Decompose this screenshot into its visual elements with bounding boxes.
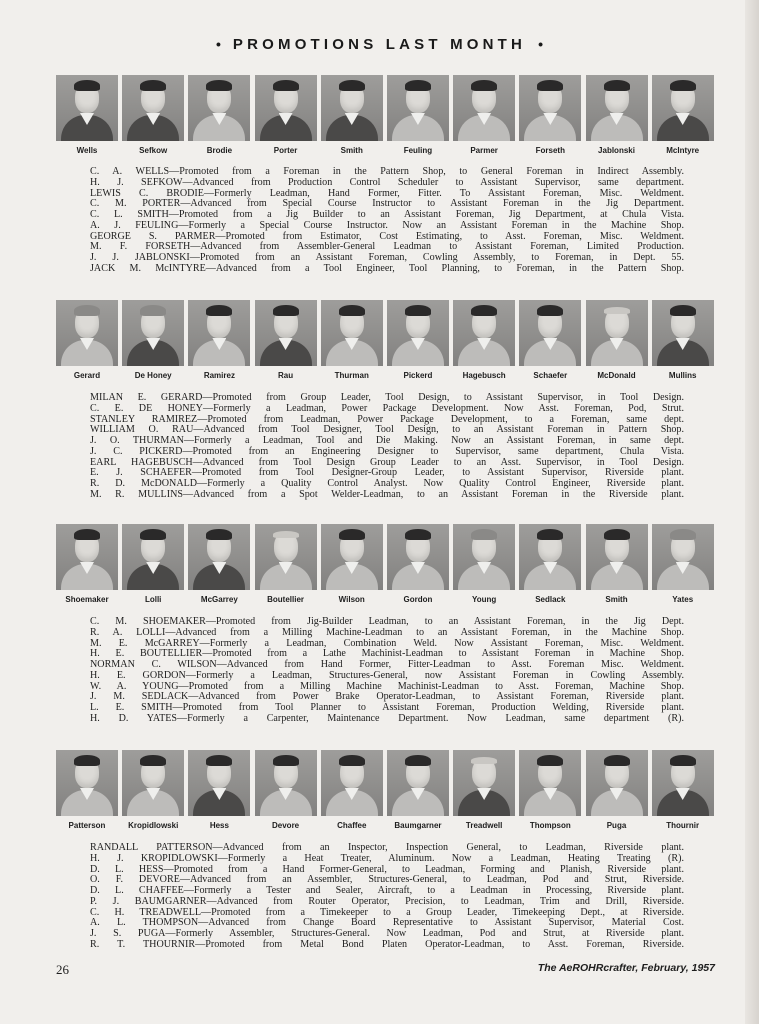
portrait-photo-chaffee (321, 750, 383, 816)
portrait-caption: Wilson (338, 595, 365, 604)
portrait-name-row (56, 595, 718, 609)
promotion-entry: GEORGE S. PARMER—Promoted from Estimator, Cost Estimating, to Asst. Foreman, Misc. Weldment. (90, 230, 684, 242)
promotion-text-block-3 (90, 617, 684, 725)
portrait-photo-shoemaker (56, 524, 118, 590)
portrait-caption: McIntyre (666, 146, 700, 155)
portrait-caption: Gordon (403, 595, 433, 604)
portrait-caption: Hagebusch (462, 371, 506, 380)
portrait-photo-thournir (652, 750, 714, 816)
portrait-caption: Yates (672, 595, 694, 604)
promotion-entry: D. L. CHAFFEE—Formerly a Tester and Sealer, Aircraft, to a Leadman in Processing, Riverside plant. (90, 885, 684, 896)
promotion-entry: MILAN E. GERARD—Promoted from Group Leader, Tool Design, to Assistant Supervisor, in Tool Design. (90, 392, 684, 403)
promotion-entry: A. L. THOMPSON—Advanced from Change Board Representative to Assistant Supervisor, Material Cost. (90, 917, 684, 929)
promotion-entry: R. A. LOLLI—Advanced from a Milling Machine-Leadman to an Assistant Foreman, in the Machine Shop. (90, 626, 684, 638)
portrait-caption: Shoemaker (65, 595, 109, 604)
portrait-photo-feuling (387, 75, 449, 141)
promotion-entry: M. R. MULLINS—Advanced from a Spot Welder-Leadman, to an Assistant Foreman in the Riverside plant. (90, 488, 684, 500)
promotion-entry: C. M. PORTER—Advanced from Special Course Instructor to Assistant Foreman in the Jig Department. (90, 198, 684, 210)
portrait-photo-mcgarrey (188, 524, 250, 590)
portrait-photo-gerard (56, 300, 118, 366)
portrait-caption: Parmer (470, 146, 498, 155)
portrait-photo-pickerd (387, 300, 449, 366)
promotion-entry: L. E. SMITH—Promoted from Tool Planner to Assistant Foreman, Production Welding, Riverside plant. (90, 702, 684, 713)
portrait-caption: Jablonski (598, 146, 635, 155)
promotion-entry: J. C. PICKERD—Promoted from an Engineering Designer to Supervisor, same department, Chula Vista. (90, 445, 684, 457)
portrait-photo-young (453, 524, 515, 590)
promotion-entry: EARL HAGEBUSCH—Advanced from Tool Design Group Leader to an Asst. Supervisor, in Tool Design. (90, 456, 684, 468)
portrait-name-row (56, 821, 718, 835)
portrait-caption: Baumgarner (394, 821, 442, 830)
portrait-caption: Chaffee (337, 821, 367, 830)
promotion-entry: C. E. DE HONEY—Formerly a Leadman, Power Package Development. Now Asst. Foreman, Pod, Strut. (90, 402, 684, 414)
promotion-entry: O. F. DEVORE—Advanced from an Assembler, Structures-General, to Leadman, Pod and Strut, Riverside. (90, 874, 684, 886)
portrait-caption: Sedlack (535, 595, 566, 604)
portrait-caption: Rau (278, 371, 294, 380)
portrait-caption: McDonald (597, 371, 636, 380)
portrait-photo-ramirez (188, 300, 250, 366)
promotion-entry: C. H. TREADWELL—Promoted from a Timekeeper to a Group Leader, Timekeeping Dept., at Riverside. (90, 906, 684, 918)
promotion-entry: J. S. PUGA—Formerly Assembler, Structures-General. Now Leadman, Pod and Strut, at Riverside plant. (90, 928, 684, 939)
portrait-photo-devore (255, 750, 317, 816)
portrait-name-row (56, 146, 718, 160)
portrait-row (56, 75, 718, 141)
portrait-caption: Ramirez (203, 371, 235, 380)
portrait-caption: Feuling (403, 146, 433, 155)
promotion-entry: JACK M. McINTYRE—Advanced from a Tool Engineer, Tool Planning, to Foreman, in the Pattern Shop. (90, 262, 684, 274)
portrait-caption: McGarrey (200, 595, 238, 604)
portrait-photo-wilson (321, 524, 383, 590)
portrait-caption: Schaefer (533, 371, 568, 380)
promotion-entry: C. A. WELLS—Promoted from a Foreman in the Pattern Shop, to General Foreman in Indirect Assembly. (90, 166, 684, 177)
portrait-photo-lolli (122, 524, 184, 590)
portrait-caption: Thompson (529, 821, 571, 830)
promotion-entry: P. J. BAUMGARNER—Advanced from Router Operator, Precision, to Leadman, Trim and Drill, Riverside. (90, 895, 684, 907)
portrait-caption: Thournir (666, 821, 700, 830)
portrait-photo-treadwell (453, 750, 515, 816)
portrait-caption: Lolli (144, 595, 162, 604)
promotion-entry: J. O. THURMAN—Formerly a Leadman, Tool and Die Making. Now an Assistant Foreman, in same dept. (90, 435, 684, 446)
promotion-entry: LEWIS C. BRODIE—Formerly Leadman, Hand Former, Fitter. To Assistant Foreman, Misc. Weldment. (90, 187, 684, 199)
promotion-text-block-2 (90, 393, 684, 501)
portrait-caption: Smith (605, 595, 628, 604)
promotion-entry: W. A. YOUNG—Promoted from a Milling Machine Machinist-Leadman to Asst. Foreman, Machine Shop. (90, 680, 684, 692)
portrait-row (56, 524, 718, 590)
portrait-photo-wells (56, 75, 118, 141)
portrait-photo-kropidlowski (122, 750, 184, 816)
portrait-photo-thompson (519, 750, 581, 816)
portrait-photo-thurman (321, 300, 383, 366)
portrait-photo-jablonski (586, 75, 648, 141)
page-number: 26 (56, 962, 69, 977)
portrait-caption: Sefkow (139, 146, 168, 155)
portrait-photo-mcdonald (586, 300, 648, 366)
portrait-photo-forseth (519, 75, 581, 141)
promotion-entry: E. J. SCHAEFER—Promoted from Tool Designer-Group Leader, to Assistant Supervisor, Riverside plant. (90, 467, 684, 479)
portrait-photo-smith-le (586, 524, 648, 590)
publication-footer: The AeROHRcrafter, February, 1957 (537, 962, 715, 974)
portrait-caption: Pickerd (403, 371, 433, 380)
promotion-text-block-1 (90, 167, 684, 275)
portrait-caption: Thurman (334, 371, 369, 380)
portrait-caption: Puga (606, 821, 627, 830)
promotion-group-1 (56, 75, 718, 160)
title-text: PROMOTIONS LAST MONTH (232, 36, 527, 53)
portrait-photo-de-honey (122, 300, 184, 366)
portrait-caption: Porter (273, 146, 298, 155)
portrait-photo-sedlack (519, 524, 581, 590)
portrait-photo-mcintyre (652, 75, 714, 141)
promotion-entry: C. L. SMITH—Promoted from a Jig Builder to an Assistant Foreman, Jig Department, at Chula Vista. (90, 209, 684, 220)
portrait-caption: Devore (272, 821, 300, 830)
portrait-photo-hagebusch (453, 300, 515, 366)
portrait-caption: Boutellier (267, 595, 305, 604)
portrait-photo-mullins (652, 300, 714, 366)
portrait-caption: Mullins (668, 371, 697, 380)
portrait-caption: Gerard (73, 371, 101, 380)
promotion-entry: H. D. YATES—Formerly a Carpenter, Maintenance Department. Now Leadman, same department (R). (90, 712, 684, 724)
portrait-photo-boutellier (255, 524, 317, 590)
portrait-photo-baumgarner (387, 750, 449, 816)
promotion-entry: RANDALL PATTERSON—Advanced from an Inspector, Inspection General, to Leadman, Riverside plant. (90, 842, 684, 853)
portrait-photo-hess (188, 750, 250, 816)
portrait-caption: Kropidlowski (128, 821, 179, 830)
portrait-caption: Treadwell (465, 821, 503, 830)
title-bullet-left: • (215, 36, 221, 52)
portrait-caption: Smith (340, 146, 363, 155)
promotion-entry: H. J. KROPIDLOWSKI—Formerly a Heat Treater, Aluminum. Now a Leadman, Heating Treating (R). (90, 852, 684, 864)
promotion-entry: J. M. SEDLACK—Advanced from Power Brake Operator-Leadman, to Assistant Foreman, Riverside plant. (90, 691, 684, 703)
portrait-photo-schaefer (519, 300, 581, 366)
portrait-photo-brodie (188, 75, 250, 141)
portrait-caption: Hess (209, 821, 229, 830)
promotion-entry: NORMAN C. WILSON—Advanced from Hand Former, Fitter-Leadman to Asst. Foreman Misc. Weldment. (90, 659, 684, 670)
portrait-photo-yates (652, 524, 714, 590)
portrait-name-row (56, 371, 718, 385)
portrait-caption: Young (471, 595, 497, 604)
promotion-entry: J. J. JABLONSKI—Promoted from an Assistant Foreman, Cowling Assembly, to Foreman, in Dept. 55. (90, 252, 684, 263)
title-bullet-right: • (538, 36, 543, 52)
portrait-row (56, 300, 718, 366)
promotion-entry: D. L. HESS—Promoted from a Hand Former-General, to Leadman, Forming and Planish, Riverside plant. (90, 863, 684, 875)
portrait-caption: De Honey (134, 371, 172, 380)
promotion-entry: R. D. McDONALD—Formerly a Quality Control Analyst. Now Quality Control Engineer, Riverside plant. (90, 478, 684, 489)
portrait-photo-smith (321, 75, 383, 141)
portrait-photo-porter (255, 75, 317, 141)
promotion-group-4 (56, 750, 718, 835)
portrait-caption: Brodie (206, 146, 233, 155)
portrait-photo-rau (255, 300, 317, 366)
portrait-photo-puga (586, 750, 648, 816)
promotion-entry: R. T. THOURNIR—Promoted from Metal Bond Platen Operator-Leadman, to Asst. Foreman, Riverside. (90, 938, 684, 950)
portrait-photo-sefkow (122, 75, 184, 141)
portrait-caption: Wells (76, 146, 98, 155)
promotion-entry: STANLEY RAMIREZ—Promoted from Leadman, Power Package Development, to a Foreman, same dept. (90, 413, 684, 425)
portrait-caption: Forseth (535, 146, 565, 155)
promotion-entry: C. M. SHOEMAKER—Promoted from Jig-Builder Leadman, to an Assistant Foreman, in the Jig Dept. (90, 616, 684, 627)
portrait-photo-patterson (56, 750, 118, 816)
promotion-entry: WILLIAM O. RAU—Advanced from Tool Designer, Tool Design, to an Assistant Foreman in Pattern Shop. (90, 424, 684, 436)
portrait-photo-gordon (387, 524, 449, 590)
promotion-entry: H. E. GORDON—Formerly a Leadman, Structures-General, now Assistant Foreman in Cowling Assembly. (90, 669, 684, 681)
portrait-caption: Patterson (68, 821, 106, 830)
promotion-entry: A. J. FEULING—Formerly a Special Course Instructor. Now an Assistant Foreman in the Machine Shop. (90, 219, 684, 231)
promotion-entry: H. E. BOUTELLIER—Promoted from a Lathe Machinist-Leadman to Assistant Foreman in Machine Shop. (90, 648, 684, 660)
portrait-row (56, 750, 718, 816)
promotion-text-block-4 (90, 843, 684, 951)
promotion-group-2 (56, 300, 718, 385)
promotion-entry: M. F. FORSETH—Advanced from Assembler-General Leadman to Assistant Foreman, Limited Production. (90, 241, 684, 253)
promotion-entry: H. J. SEFKOW—Advanced from Production Control Scheduler to Assistant Supervisor, same department. (90, 176, 684, 188)
portrait-photo-parmer (453, 75, 515, 141)
page-title (0, 36, 759, 53)
promotion-group-3 (56, 524, 718, 609)
page-edge-shadow (745, 0, 759, 1024)
promotion-entry: M. E. McGARREY—Formerly a Leadman, Combination Weld. Now Assistant Foreman, Misc. Weldment. (90, 637, 684, 649)
